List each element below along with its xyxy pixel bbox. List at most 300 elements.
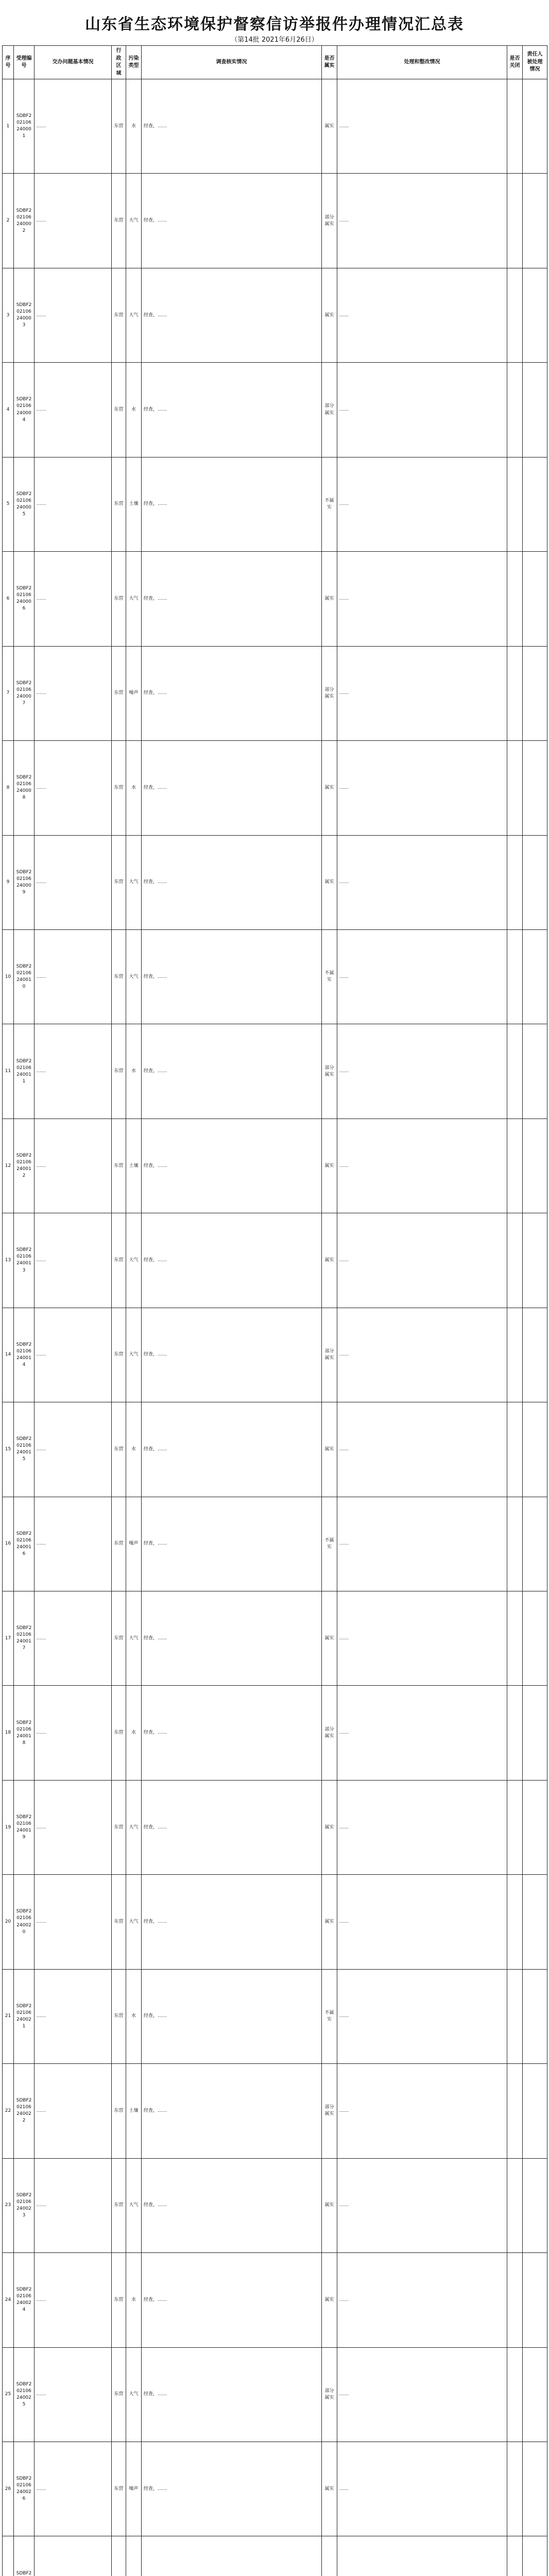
region-cell: 东营 (112, 1118, 126, 1213)
closed-status-cell (507, 1024, 523, 1118)
case-code-cell: SDBF202106240026 (14, 2442, 35, 2536)
column-header: 调查核实情况 (142, 46, 322, 79)
verified-cell: 部分属实 (322, 1024, 337, 1118)
handling-cell: …… (337, 457, 507, 551)
complaint-description-cell: …… (35, 268, 112, 362)
investigation-cell: 经查，…… (142, 929, 322, 1024)
complaint-description-cell: …… (35, 1591, 112, 1686)
row-number-cell (3, 2536, 14, 2576)
closed-status-cell (507, 1969, 523, 2063)
table-row (3, 1780, 547, 1874)
pollution-type-cell: 水 (126, 79, 142, 174)
complaint-description-cell: …… (35, 2347, 112, 2442)
investigation-cell: 经查，…… (142, 741, 322, 835)
closed-status-cell (507, 1875, 523, 1969)
responsible-person-cell (523, 2442, 547, 2536)
investigation-cell: 经查，…… (142, 2253, 322, 2347)
verified-cell: 部分属实 (322, 2347, 337, 2442)
row-number-cell: 15 (3, 1402, 14, 1497)
investigation-cell: 经查，…… (142, 1875, 322, 1969)
region-cell: 东营 (112, 268, 126, 362)
handling-cell: …… (337, 174, 507, 268)
case-code-cell: SDBF202106240016 (14, 1497, 35, 1591)
handling-cell: …… (337, 363, 507, 457)
petition-summary-table (2, 45, 547, 2576)
row-number-cell: 10 (3, 929, 14, 1024)
verified-cell: 属实 (322, 2253, 337, 2347)
responsible-person-cell (523, 929, 547, 1024)
complaint-description-cell: …… (35, 1402, 112, 1497)
region-cell: 东营 (112, 1024, 126, 1118)
pollution-type-cell: 水 (126, 741, 142, 835)
row-number-cell: 23 (3, 2158, 14, 2252)
responsible-person-cell (523, 646, 547, 740)
table-row (3, 1118, 547, 1213)
verified-cell: 属实 (322, 741, 337, 835)
table-row (3, 79, 547, 174)
region-cell: 东营 (112, 79, 126, 174)
investigation-cell (142, 2536, 322, 2576)
closed-status-cell (507, 2158, 523, 2252)
pollution-type-cell: 大气 (126, 929, 142, 1024)
table-header-row (3, 46, 547, 79)
handling-cell: …… (337, 79, 507, 174)
complaint-description-cell (35, 2536, 112, 2576)
table-row (3, 363, 547, 457)
verified-cell: 部分属实 (322, 174, 337, 268)
investigation-cell: 经查，…… (142, 174, 322, 268)
region-cell: 东营 (112, 1213, 126, 1308)
responsible-person-cell (523, 174, 547, 268)
handling-cell: …… (337, 1497, 507, 1591)
region-cell: 东营 (112, 2253, 126, 2347)
pollution-type-cell: 水 (126, 1686, 142, 1780)
row-number-cell: 19 (3, 1780, 14, 1874)
closed-status-cell (507, 2347, 523, 2442)
row-number-cell: 17 (3, 1591, 14, 1686)
pollution-type-cell: 大气 (126, 835, 142, 929)
closed-status-cell (507, 1686, 523, 1780)
case-code-cell: SDBF202106240003 (14, 268, 35, 362)
table-row (3, 1591, 547, 1686)
closed-status-cell (507, 646, 523, 740)
complaint-description-cell: …… (35, 646, 112, 740)
region-cell: 东营 (112, 2158, 126, 2252)
region-cell: 东营 (112, 646, 126, 740)
investigation-cell: 经查，…… (142, 1213, 322, 1308)
pollution-type-cell: 大气 (126, 268, 142, 362)
verified-cell: 属实 (322, 1875, 337, 1969)
closed-status-cell (507, 363, 523, 457)
investigation-cell: 经查，…… (142, 2064, 322, 2158)
pollution-type-cell: 土壤 (126, 1118, 142, 1213)
closed-status-cell (507, 552, 523, 646)
pollution-type-cell: 大气 (126, 1780, 142, 1874)
investigation-cell: 经查，…… (142, 268, 322, 362)
case-code-cell: SDBF202106240014 (14, 1308, 35, 1402)
verified-cell: 属实 (322, 1780, 337, 1874)
responsible-person-cell (523, 1118, 547, 1213)
region-cell: 东营 (112, 1591, 126, 1686)
handling-cell: …… (337, 1402, 507, 1497)
case-code-cell: SDBF202106240004 (14, 363, 35, 457)
verified-cell: 属实 (322, 835, 337, 929)
region-cell: 东营 (112, 1497, 126, 1591)
pollution-type-cell (126, 2536, 142, 2576)
closed-status-cell (507, 1213, 523, 1308)
row-number-cell: 12 (3, 1118, 14, 1213)
handling-cell: …… (337, 2064, 507, 2158)
pollution-type-cell: 大气 (126, 1213, 142, 1308)
pollution-type-cell: 水 (126, 2253, 142, 2347)
table-row (3, 174, 547, 268)
investigation-cell: 经查，…… (142, 1402, 322, 1497)
investigation-cell: 经查，…… (142, 1969, 322, 2063)
column-header: 污染类型 (126, 46, 142, 79)
region-cell: 东营 (112, 1780, 126, 1874)
page-title: 山东省生态环境保护督察信访举报件办理情况汇总表 (85, 15, 464, 33)
table-row (3, 268, 547, 362)
case-code-cell: SDBF202106240012 (14, 1118, 35, 1213)
case-code-cell: SDBF202106240015 (14, 1402, 35, 1497)
row-number-cell: 20 (3, 1875, 14, 1969)
region-cell: 东营 (112, 2442, 126, 2536)
responsible-person-cell (523, 2536, 547, 2576)
case-code-cell: SDBF202106240022 (14, 2064, 35, 2158)
pollution-type-cell: 噪声 (126, 2442, 142, 2536)
pollution-type-cell: 土壤 (126, 457, 142, 551)
closed-status-cell (507, 174, 523, 268)
investigation-cell: 经查，…… (142, 646, 322, 740)
verified-cell: 属实 (322, 2442, 337, 2536)
column-header: 交办问题基本情况 (35, 46, 112, 79)
complaint-description-cell: …… (35, 552, 112, 646)
handling-cell: …… (337, 646, 507, 740)
verified-cell: 属实 (322, 1591, 337, 1686)
pollution-type-cell: 大气 (126, 1591, 142, 1686)
column-header: 序号 (3, 46, 14, 79)
responsible-person-cell (523, 1875, 547, 1969)
responsible-person-cell (523, 1591, 547, 1686)
closed-status-cell (507, 835, 523, 929)
pollution-type-cell: 大气 (126, 2347, 142, 2442)
column-header: 是否关闭 (507, 46, 523, 79)
case-code-cell: SDBF202106240008 (14, 741, 35, 835)
case-code-cell: SDBF202106240005 (14, 457, 35, 551)
responsible-person-cell (523, 1780, 547, 1874)
row-number-cell: 6 (3, 552, 14, 646)
complaint-description-cell: …… (35, 1213, 112, 1308)
responsible-person-cell (523, 1308, 547, 1402)
case-code-cell: SDBF202106240006 (14, 552, 35, 646)
column-header: 处理和整改情况 (337, 46, 507, 79)
table-row (3, 929, 547, 1024)
row-number-cell: 18 (3, 1686, 14, 1780)
case-code-cell: SDBF202106240025 (14, 2347, 35, 2442)
region-cell (112, 2536, 126, 2576)
investigation-cell: 经查，…… (142, 1497, 322, 1591)
verified-cell: 部分属实 (322, 646, 337, 740)
table-row (3, 2158, 547, 2252)
handling-cell: …… (337, 741, 507, 835)
row-number-cell: 5 (3, 457, 14, 551)
handling-cell: …… (337, 1591, 507, 1686)
table-row (3, 1024, 547, 1118)
investigation-cell: 经查，…… (142, 363, 322, 457)
handling-cell: …… (337, 552, 507, 646)
verified-cell: 部分属实 (322, 2064, 337, 2158)
closed-status-cell (507, 268, 523, 362)
region-cell: 东营 (112, 1402, 126, 1497)
complaint-description-cell: …… (35, 363, 112, 457)
responsible-person-cell (523, 2064, 547, 2158)
responsible-person-cell (523, 741, 547, 835)
responsible-person-cell (523, 1686, 547, 1780)
column-header: 责任人被处理情况 (523, 46, 547, 79)
table-row (3, 457, 547, 551)
case-code-cell: SDBF202106240007 (14, 646, 35, 740)
row-number-cell: 25 (3, 2347, 14, 2442)
region-cell: 东营 (112, 1969, 126, 2063)
handling-cell: …… (337, 1875, 507, 1969)
pollution-type-cell: 大气 (126, 1875, 142, 1969)
handling-cell: …… (337, 1308, 507, 1402)
closed-status-cell (507, 929, 523, 1024)
responsible-person-cell (523, 1213, 547, 1308)
case-code-cell: SDBF202106240020 (14, 1875, 35, 1969)
table-body (3, 79, 547, 2576)
complaint-description-cell: …… (35, 2253, 112, 2347)
complaint-description-cell: …… (35, 1969, 112, 2063)
region-cell: 东营 (112, 2064, 126, 2158)
closed-status-cell (507, 1591, 523, 1686)
row-number-cell: 9 (3, 835, 14, 929)
case-code-cell: SDBF202106240013 (14, 1213, 35, 1308)
case-code-cell: SDBF202106240002 (14, 174, 35, 268)
table-row (3, 1308, 547, 1402)
verified-cell: 不属实 (322, 1497, 337, 1591)
handling-cell: …… (337, 835, 507, 929)
complaint-description-cell: …… (35, 1875, 112, 1969)
pollution-type-cell: 水 (126, 363, 142, 457)
closed-status-cell (507, 1402, 523, 1497)
verified-cell: 部分属实 (322, 363, 337, 457)
investigation-cell: 经查，…… (142, 457, 322, 551)
row-number-cell: 13 (3, 1213, 14, 1308)
table-row (3, 2347, 547, 2442)
complaint-description-cell: …… (35, 2442, 112, 2536)
row-number-cell: 11 (3, 1024, 14, 1118)
investigation-cell: 经查，…… (142, 1591, 322, 1686)
closed-status-cell (507, 2442, 523, 2536)
verified-cell: 属实 (322, 1402, 337, 1497)
handling-cell: …… (337, 2253, 507, 2347)
row-number-cell: 8 (3, 741, 14, 835)
responsible-person-cell (523, 2347, 547, 2442)
column-header: 行政区域 (112, 46, 126, 79)
closed-status-cell (507, 2064, 523, 2158)
closed-status-cell (507, 457, 523, 551)
region-cell: 东营 (112, 741, 126, 835)
closed-status-cell (507, 1497, 523, 1591)
page-subtitle: （第14批 2021年6月26日） (231, 36, 318, 44)
pollution-type-cell: 水 (126, 1024, 142, 1118)
region-cell: 东营 (112, 1686, 126, 1780)
responsible-person-cell (523, 457, 547, 551)
table-row (3, 646, 547, 740)
case-code-cell: SDBF202106240011 (14, 1024, 35, 1118)
verified-cell: 属实 (322, 79, 337, 174)
case-code-cell: SDBF202106240024 (14, 2253, 35, 2347)
investigation-cell: 经查，…… (142, 552, 322, 646)
row-number-cell: 22 (3, 2064, 14, 2158)
row-number-cell: 16 (3, 1497, 14, 1591)
row-number-cell: 21 (3, 1969, 14, 2063)
responsible-person-cell (523, 835, 547, 929)
responsible-person-cell (523, 268, 547, 362)
handling-cell: …… (337, 1969, 507, 2063)
verified-cell: 属实 (322, 1213, 337, 1308)
region-cell: 东营 (112, 363, 126, 457)
verified-cell: 部分属实 (322, 1308, 337, 1402)
pollution-type-cell: 土壤 (126, 2064, 142, 2158)
closed-status-cell (507, 1780, 523, 1874)
handling-cell: …… (337, 2442, 507, 2536)
table-row (3, 1213, 547, 1308)
region-cell: 东营 (112, 1308, 126, 1402)
verified-cell: 属实 (322, 2158, 337, 2252)
handling-cell: …… (337, 929, 507, 1024)
investigation-cell: 经查，…… (142, 1024, 322, 1118)
table-row (3, 1497, 547, 1591)
region-cell: 东营 (112, 552, 126, 646)
responsible-person-cell (523, 2253, 547, 2347)
table-row (3, 741, 547, 835)
closed-status-cell (507, 1308, 523, 1402)
complaint-description-cell: …… (35, 2158, 112, 2252)
case-code-cell: SDBF202106240010 (14, 929, 35, 1024)
closed-status-cell (507, 79, 523, 174)
pollution-type-cell: 噪声 (126, 1497, 142, 1591)
column-header: 受理编号 (14, 46, 35, 79)
complaint-description-cell: …… (35, 1686, 112, 1780)
handling-cell: …… (337, 1780, 507, 1874)
complaint-description-cell: …… (35, 1308, 112, 1402)
case-code-cell: SDBF202106240009 (14, 835, 35, 929)
pollution-type-cell: 大气 (126, 1308, 142, 1402)
complaint-description-cell: …… (35, 741, 112, 835)
handling-cell: …… (337, 2347, 507, 2442)
handling-cell: …… (337, 2158, 507, 2252)
investigation-cell: 经查，…… (142, 2158, 322, 2252)
pollution-type-cell: 大气 (126, 174, 142, 268)
investigation-cell: 经查，…… (142, 1686, 322, 1780)
table-row (3, 2536, 547, 2576)
responsible-person-cell (523, 2158, 547, 2252)
region-cell: 东营 (112, 835, 126, 929)
investigation-cell: 经查，…… (142, 79, 322, 174)
region-cell: 东营 (112, 2347, 126, 2442)
region-cell: 东营 (112, 174, 126, 268)
row-number-cell: 3 (3, 268, 14, 362)
table-row (3, 1875, 547, 1969)
row-number-cell: 26 (3, 2442, 14, 2536)
pollution-type-cell: 噪声 (126, 646, 142, 740)
table-row (3, 1686, 547, 1780)
case-code-cell: SDBF2 (14, 2536, 35, 2576)
pollution-type-cell: 大气 (126, 552, 142, 646)
region-cell: 东营 (112, 929, 126, 1024)
responsible-person-cell (523, 552, 547, 646)
verified-cell: 不属实 (322, 1969, 337, 2063)
closed-status-cell (507, 741, 523, 835)
pollution-type-cell: 水 (126, 1969, 142, 2063)
complaint-description-cell: …… (35, 2064, 112, 2158)
responsible-person-cell (523, 1402, 547, 1497)
row-number-cell: 14 (3, 1308, 14, 1402)
verified-cell: 属实 (322, 1118, 337, 1213)
handling-cell: …… (337, 268, 507, 362)
region-cell: 东营 (112, 457, 126, 551)
closed-status-cell (507, 2536, 523, 2576)
investigation-cell: 经查，…… (142, 2442, 322, 2536)
table-row (3, 1969, 547, 2063)
case-code-cell: SDBF202106240023 (14, 2158, 35, 2252)
closed-status-cell (507, 2253, 523, 2347)
complaint-description-cell: …… (35, 79, 112, 174)
investigation-cell: 经查，…… (142, 2347, 322, 2442)
handling-cell: …… (337, 1118, 507, 1213)
region-cell: 东营 (112, 1875, 126, 1969)
table-row (3, 2253, 547, 2347)
row-number-cell: 4 (3, 363, 14, 457)
complaint-description-cell: …… (35, 1780, 112, 1874)
case-code-cell: SDBF202106240021 (14, 1969, 35, 2063)
handling-cell: …… (337, 1686, 507, 1780)
closed-status-cell (507, 1118, 523, 1213)
case-code-cell: SDBF202106240018 (14, 1686, 35, 1780)
column-header: 是否属实 (322, 46, 337, 79)
verified-cell: 不属实 (322, 929, 337, 1024)
table-row (3, 1402, 547, 1497)
table-row (3, 2442, 547, 2536)
complaint-description-cell: …… (35, 174, 112, 268)
case-code-cell: SDBF202106240019 (14, 1780, 35, 1874)
row-number-cell: 24 (3, 2253, 14, 2347)
handling-cell (337, 2536, 507, 2576)
complaint-description-cell: …… (35, 457, 112, 551)
investigation-cell: 经查，…… (142, 1780, 322, 1874)
complaint-description-cell: …… (35, 1497, 112, 1591)
table-row (3, 552, 547, 646)
row-number-cell: 2 (3, 174, 14, 268)
pollution-type-cell: 大气 (126, 2158, 142, 2252)
handling-cell: …… (337, 1024, 507, 1118)
verified-cell: 部分属实 (322, 1686, 337, 1780)
pollution-type-cell: 水 (126, 1402, 142, 1497)
investigation-cell: 经查，…… (142, 1308, 322, 1402)
investigation-cell: 经查，…… (142, 1118, 322, 1213)
responsible-person-cell (523, 1497, 547, 1591)
verified-cell (322, 2536, 337, 2576)
case-code-cell: SDBF202106240017 (14, 1591, 35, 1686)
verified-cell: 属实 (322, 268, 337, 362)
responsible-person-cell (523, 79, 547, 174)
investigation-cell: 经查，…… (142, 835, 322, 929)
verified-cell: 属实 (322, 552, 337, 646)
complaint-description-cell: …… (35, 1118, 112, 1213)
row-number-cell: 7 (3, 646, 14, 740)
